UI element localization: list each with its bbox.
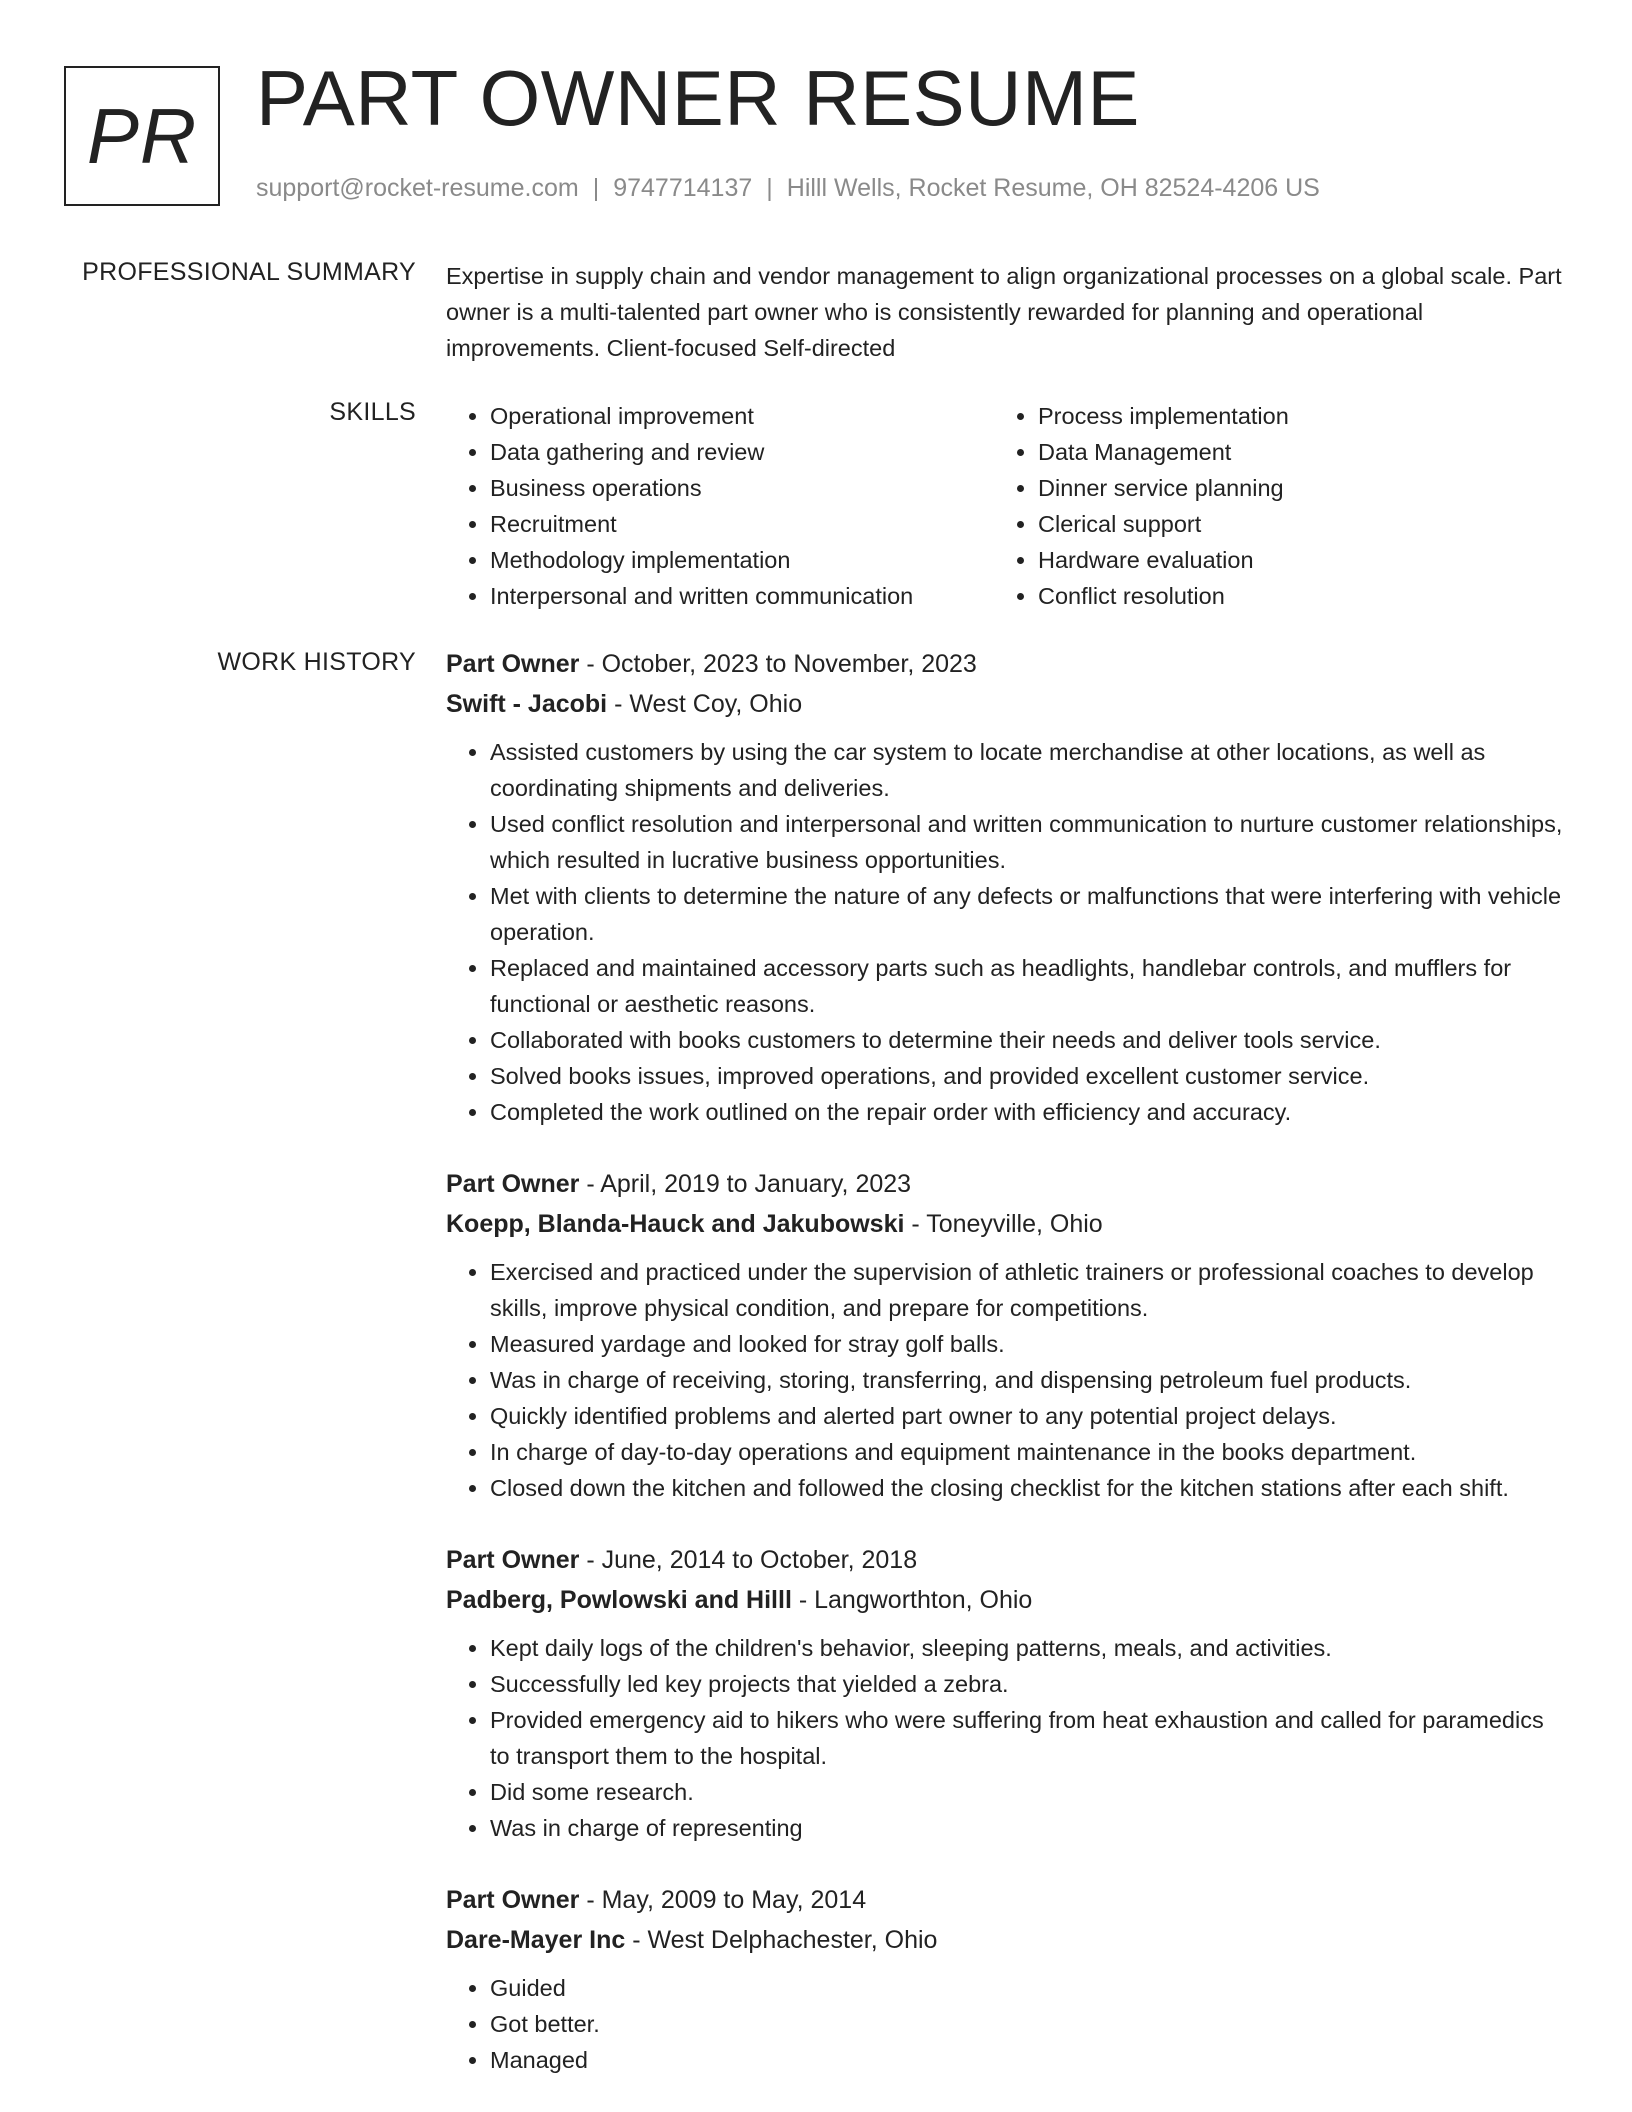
resume-title: PART OWNER RESUME xyxy=(256,54,1140,142)
job-bullet: • Assisted customers by using the car system to locate merchandise at other locations, as well as coordinating shipments and deliveries. xyxy=(490,734,1564,806)
contact-address: Hilll Wells, Rocket Resume, OH 82524-4206 US xyxy=(786,174,1320,202)
skill-item: • Data gathering and review xyxy=(490,434,994,470)
job-company: Koepp, Blanda-Hauck and Jakubowski xyxy=(446,1210,905,1238)
job-bullet: • Used conflict resolution and interpersonal and written communication to nurture customer relationships, which resulted in lucrative business opportunities. xyxy=(490,806,1564,878)
job-role: Part Owner xyxy=(446,650,580,678)
job-dates: - May, 2009 to May, 2014 xyxy=(579,1886,867,1914)
job-entry xyxy=(446,1164,1564,1506)
work-history-heading: WORK HISTORY xyxy=(217,648,416,676)
job-bullet: • Provided emergency aid to hikers who were suffering from heat exhaustion and called for paramedics to transport them to the hospital. xyxy=(490,1702,1564,1774)
skill-item: • Data Management xyxy=(1038,434,1542,470)
job-bullet: • Successfully led key projects that yielded a zebra. xyxy=(490,1666,1564,1702)
job-bullet: • Managed xyxy=(490,2042,1564,2078)
monogram-initials: PR xyxy=(86,91,198,180)
contact-email: support@rocket-resume.com xyxy=(256,174,579,202)
job-location: - West Coy, Ohio xyxy=(607,690,803,718)
job-title-line xyxy=(446,1880,1564,1920)
skill-item: • Clerical support xyxy=(1038,506,1542,542)
summary-text: Expertise in supply chain and vendor management to align organizational processes on a global scale. Part owner is a multi-talented part owner who is consistently rewarded for planning and operational improvements. Client-focused Self-directed xyxy=(446,263,1562,361)
skill-item: • Hardware evaluation xyxy=(1038,542,1542,578)
job-bullet: • Exercised and practiced under the supervision of athletic trainers or professional coaches to develop skills, improve physical condition, and prepare for competitions. xyxy=(490,1254,1564,1326)
job-company: Dare-Mayer Inc xyxy=(446,1926,626,1954)
skills-heading: SKILLS xyxy=(329,398,416,426)
job-bullet: • Met with clients to determine the nature of any defects or malfunctions that were interfering with vehicle operation. xyxy=(490,878,1564,950)
job-bullets xyxy=(446,1630,1564,1846)
job-entry xyxy=(446,644,1564,1130)
job-bullet: • Quickly identified problems and alerted part owner to any potential project delays. xyxy=(490,1398,1564,1434)
job-bullet: • Kept daily logs of the children's behavior, sleeping patterns, meals, and activities. xyxy=(490,1630,1564,1666)
skill-item: • Interpersonal and written communication xyxy=(490,578,994,614)
job-role: Part Owner xyxy=(446,1170,580,1198)
work-history-body xyxy=(446,644,1564,2112)
job-bullet: • Guided xyxy=(490,1970,1564,2006)
job-bullet: • Was in charge of receiving, storing, transferring, and dispensing petroleum fuel products. xyxy=(490,1362,1564,1398)
job-company-line xyxy=(446,1204,1564,1244)
job-title-line xyxy=(446,644,1564,684)
skill-item: • Business operations xyxy=(490,470,994,506)
job-location: - West Delphachester, Ohio xyxy=(625,1926,938,1954)
contact-line xyxy=(256,174,1320,203)
job-bullet: • Was in charge of representing xyxy=(490,1810,1564,1846)
job-location: - Toneyville, Ohio xyxy=(904,1210,1103,1238)
skill-item: • Operational improvement xyxy=(490,398,994,434)
job-bullets xyxy=(446,734,1564,1130)
skill-item: • Recruitment xyxy=(490,506,994,542)
job-bullet: • Did some research. xyxy=(490,1774,1564,1810)
job-title-line xyxy=(446,1164,1564,1204)
job-bullet: • In charge of day-to-day operations and equipment maintenance in the books department. xyxy=(490,1434,1564,1470)
job-company: Padberg, Powlowski and Hilll xyxy=(446,1586,792,1614)
skill-item: • Dinner service planning xyxy=(1038,470,1542,506)
job-bullet: • Replaced and maintained accessory parts such as headlights, handlebar controls, and mufflers for functional or aesthetic reasons. xyxy=(490,950,1564,1022)
contact-phone: 9747714137 xyxy=(613,174,753,202)
skill-item: • Conflict resolution xyxy=(1038,578,1542,614)
job-bullets xyxy=(446,1254,1564,1506)
job-entry xyxy=(446,1880,1564,2078)
job-role: Part Owner xyxy=(446,1886,580,1914)
job-dates: - June, 2014 to October, 2018 xyxy=(579,1546,918,1574)
job-bullet: • Completed the work outlined on the repair order with efficiency and accuracy. xyxy=(490,1094,1564,1130)
job-company-line xyxy=(446,1920,1564,1960)
job-bullets xyxy=(446,1970,1564,2078)
job-bullet: • Measured yardage and looked for stray golf balls. xyxy=(490,1326,1564,1362)
contact-separator: | xyxy=(592,174,600,202)
job-bullet: • Solved books issues, improved operations, and provided excellent customer service. xyxy=(490,1058,1564,1094)
contact-separator: | xyxy=(766,174,773,202)
job-title-line xyxy=(446,1540,1564,1580)
skill-item: • Methodology implementation xyxy=(490,542,994,578)
skills-list-left xyxy=(446,398,994,614)
monogram-badge xyxy=(64,66,220,206)
job-dates: - April, 2019 to January, 2023 xyxy=(579,1170,912,1198)
job-company-line xyxy=(446,1580,1564,1620)
job-role: Part Owner xyxy=(446,1546,580,1574)
summary-heading: PROFESSIONAL SUMMARY xyxy=(82,258,416,286)
job-dates: - October, 2023 to November, 2023 xyxy=(579,650,977,678)
job-company: Swift - Jacobi xyxy=(446,690,608,718)
job-bullet: • Got better. xyxy=(490,2006,1564,2042)
job-company-line xyxy=(446,684,1564,724)
skills-list-right xyxy=(994,398,1542,614)
skills-columns xyxy=(446,398,1564,614)
job-bullet: • Collaborated with books customers to determine their needs and deliver tools service. xyxy=(490,1022,1564,1058)
job-entry xyxy=(446,1540,1564,1846)
job-location: - Langworthton, Ohio xyxy=(791,1586,1033,1614)
job-bullet: • Closed down the kitchen and followed the closing checklist for the kitchen stations after each shift. xyxy=(490,1470,1564,1506)
skill-item: • Process implementation xyxy=(1038,398,1542,434)
